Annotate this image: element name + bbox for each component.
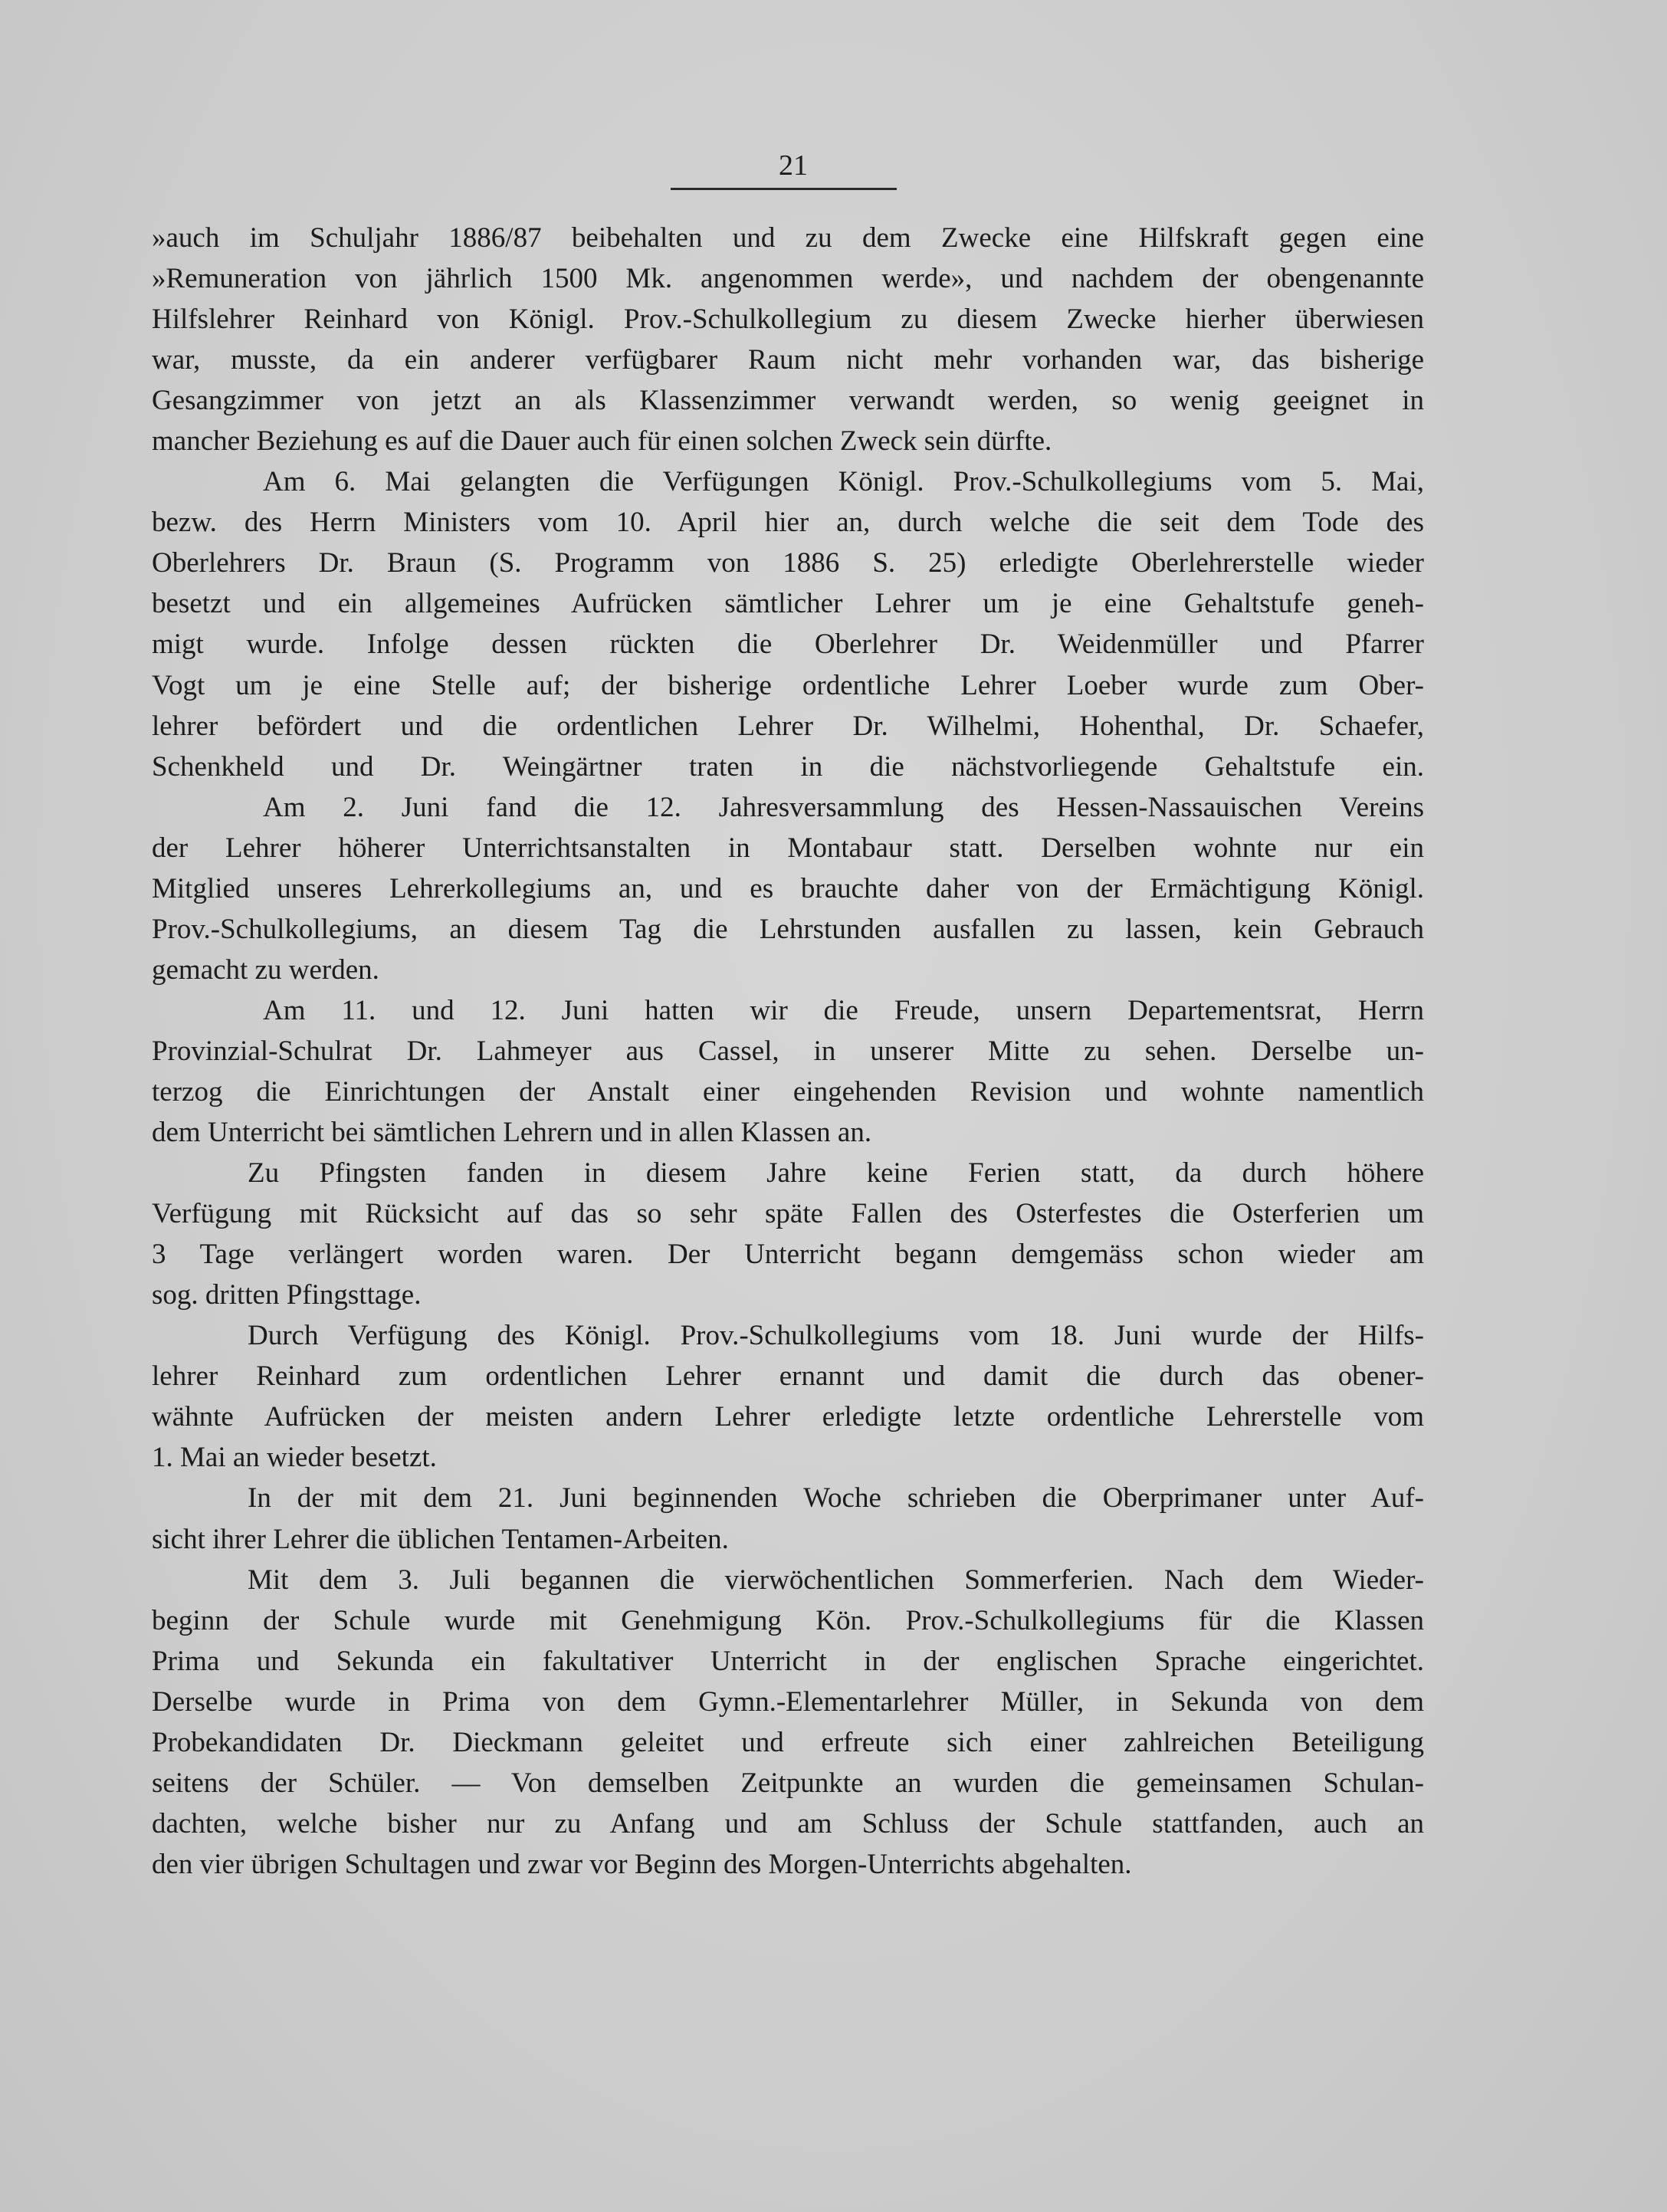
body-text	[152, 218, 1424, 1885]
text-line: war, musste, da ein anderer verfügbarer Raum nicht mehr vorhanden war, das bisherige	[152, 344, 1424, 376]
text-line: Zu Pfingsten fanden in diesem Jahre keine Ferien statt, da durch höhere	[248, 1157, 1424, 1190]
text-line: Am 2. Juni fand die 12. Jahresversammlung des Hessen-Nassauischen Vereins	[263, 791, 1424, 823]
text-line: Am 11. und 12. Juni hatten wir die Freude, unsern Departementsrat, Herrn	[263, 994, 1424, 1026]
text-line: Hilfslehrer Reinhard von Königl. Prov.-Schulkollegium zu diesem Zwecke hierher überwiesen	[152, 304, 1424, 336]
text-line: Probekandidaten Dr. Dieckmann geleitet und erfreute sich einer zahlreichen Beteiligung	[152, 1726, 1424, 1758]
text-line: Durch Verfügung des Königl. Prov.-Schulkollegiums vom 18. Juni wurde der Hilfs-	[248, 1320, 1424, 1352]
text-line: 1. Mai an wieder besetzt.	[152, 1442, 437, 1474]
text-line: Mitglied unseres Lehrerkollegiums an, und es brauchte daher von der Ermächtigung Königl.	[152, 872, 1424, 904]
text-line: bezw. des Herrn Ministers vom 10. April hier an, durch welche die seit dem Tode des	[152, 507, 1424, 539]
text-line: der Lehrer höherer Unterrichtsanstalten in Montabaur statt. Derselben wohnte nur ein	[152, 832, 1424, 864]
text-line: sog. dritten Pfingsttage.	[152, 1279, 422, 1311]
text-line: Mit dem 3. Juli begannen die vierwöchentlichen Sommerferien. Nach dem Wieder-	[248, 1564, 1424, 1596]
text-line: Provinzial-Schulrat Dr. Lahmeyer aus Cassel, in unserer Mitte zu sehen. Derselbe un-	[152, 1035, 1424, 1067]
text-line: »Remuneration von jährlich 1500 Mk. angenommen werde», und nachdem der obengenannte	[152, 263, 1424, 295]
text-line: gemacht zu werden.	[152, 953, 379, 986]
text-line: seitens der Schüler. — Von demselben Zeitpunkte an wurden die gemeinsamen Schulan-	[152, 1767, 1424, 1799]
text-line: migt wurde. Infolge dessen rückten die Oberlehrer Dr. Weidenmüller und Pfarrer	[152, 628, 1424, 661]
text-line: 3 Tage verlängert worden waren. Der Unterricht begann demgemäss schon wieder am	[152, 1239, 1424, 1271]
text-line: beginn der Schule wurde mit Genehmigung Kön. Prov.-Schulkollegiums für die Klassen	[152, 1604, 1424, 1636]
text-line: Vogt um je eine Stelle auf; der bisherige ordentliche Lehrer Loeber wurde zum Ober-	[152, 669, 1424, 701]
text-line: Prima und Sekunda ein fakultativer Unterricht in der englischen Sprache eingerichtet.	[152, 1645, 1424, 1677]
text-line: den vier übrigen Schultagen und zwar vor Beginn des Morgen-Unterrichts abgehalten.	[152, 1848, 1132, 1880]
text-line: In der mit dem 21. Juni beginnenden Woche schrieben die Oberprimaner unter Auf-	[248, 1482, 1424, 1515]
text-line: Verfügung mit Rücksicht auf das so sehr späte Fallen des Osterfestes die Osterferien um	[152, 1198, 1424, 1230]
text-line: Schenkheld und Dr. Weingärtner traten in die nächstvorliegende Gehaltstufe ein.	[152, 750, 1424, 783]
text-line: lehrer Reinhard zum ordentlichen Lehrer ernannt und damit die durch das obener-	[152, 1360, 1424, 1393]
text-line: dem Unterricht bei sämtlichen Lehrern und in allen Klassen an.	[152, 1117, 872, 1149]
text-line: Am 6. Mai gelangten die Verfügungen Königl. Prov.-Schulkollegiums vom 5. Mai,	[263, 466, 1424, 498]
text-line: lehrer befördert und die ordentlichen Lehrer Dr. Wilhelmi, Hohenthal, Dr. Schaefer,	[152, 710, 1424, 742]
text-line: dachten, welche bisher nur zu Anfang und am Schluss der Schule stattfanden, auch an	[152, 1807, 1424, 1840]
text-line: sicht ihrer Lehrer die üblichen Tentamen-Arbeiten.	[152, 1523, 729, 1555]
text-line: terzog die Einrichtungen der Anstalt einer eingehenden Revision und wohnte namentlich	[152, 1075, 1424, 1108]
text-line: Derselbe wurde in Prima von dem Gymn.-Elementarlehrer Müller, in Sekunda von dem	[152, 1685, 1424, 1718]
text-line: Oberlehrers Dr. Braun (S. Programm von 1886 S. 25) erledigte Oberlehrerstelle wieder	[152, 547, 1424, 579]
page-number: 21	[779, 149, 808, 182]
text-line: Gesangzimmer von jetzt an als Klassenzimmer verwandt werden, so wenig geeignet in	[152, 385, 1424, 417]
header-rule	[671, 188, 897, 190]
text-line: Prov.-Schulkollegiums, an diesem Tag die Lehrstunden ausfallen zu lassen, kein Gebrauch	[152, 913, 1424, 945]
text-line: »auch im Schuljahr 1886/87 beibehalten und zu dem Zwecke eine Hilfskraft gegen eine	[152, 222, 1424, 254]
text-line: besetzt und ein allgemeines Aufrücken sämtlicher Lehrer um je eine Gehaltstufe geneh-	[152, 588, 1424, 620]
text-line: wähnte Aufrücken der meisten andern Lehrer erledigte letzte ordentliche Lehrerstelle vom	[152, 1401, 1424, 1433]
text-line: mancher Beziehung es auf die Dauer auch für einen solchen Zweck sein dürfte.	[152, 425, 1052, 458]
